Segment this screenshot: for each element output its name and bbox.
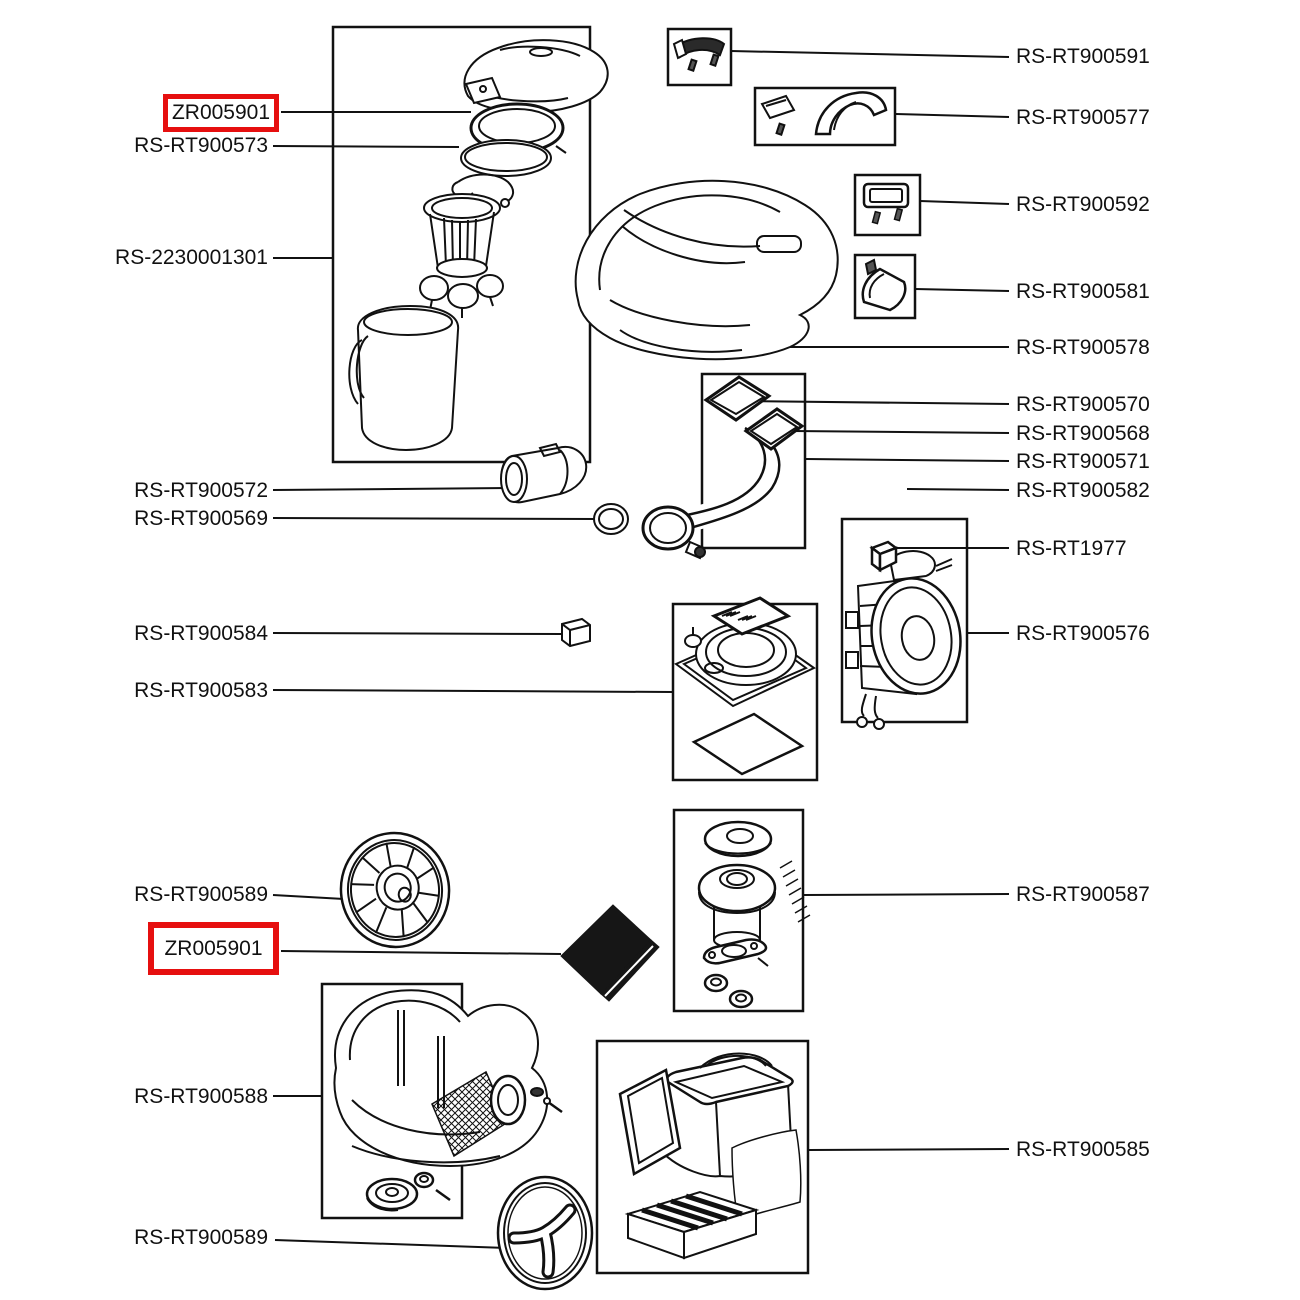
part-label: RS-RT900581 [1016, 280, 1150, 303]
wheel-drawing [334, 826, 457, 954]
part-label: RS-2230001301 [115, 246, 268, 269]
part-label: RS-RT900582 [1016, 479, 1150, 502]
part-number: ZR005901 [164, 936, 263, 960]
part-label: RS-RT900589 [134, 883, 268, 906]
foam-filter-drawing [561, 905, 659, 1001]
dust-cup-drawing [349, 306, 458, 450]
part-label: RS-RT900583 [134, 679, 268, 702]
o-ring-drawing [594, 504, 628, 534]
motor-assembly-drawing [846, 551, 969, 729]
valve-assembly-drawing [676, 598, 814, 774]
part-label: RS-RT900585 [1016, 1138, 1150, 1161]
part-label: RS-RT900584 [134, 622, 268, 645]
latch-kit-drawing [674, 38, 724, 70]
highlighted-part-label-bottom [148, 922, 279, 975]
part-label: RS-RT900588 [134, 1085, 268, 1108]
part-number: ZR005901 [171, 101, 271, 124]
part-label: RS-RT900569 [134, 507, 268, 530]
lid-drawing [465, 40, 608, 112]
cyclone-filter-drawing [420, 194, 503, 318]
gasket-ring-drawing [461, 140, 551, 176]
body-cover-drawing [576, 181, 838, 359]
separator-kit-drawing [699, 822, 810, 1007]
part-label: RS-RT900589 [134, 1226, 268, 1249]
part-label: RS-RT900571 [1016, 450, 1150, 473]
part-label: RS-RT900578 [1016, 336, 1150, 359]
duct-kit-drawing [643, 377, 802, 558]
wheel-cover-drawing [498, 1177, 592, 1289]
part-label: RS-RT900572 [134, 479, 268, 502]
part-label: RS-RT900587 [1016, 883, 1150, 906]
part-label: RS-RT1977 [1016, 537, 1127, 560]
cover-kit-drawing [863, 260, 905, 310]
bracket-kit-drawing [864, 184, 908, 224]
part-label: RS-RT900568 [1016, 422, 1150, 445]
part-label: RS-RT900592 [1016, 193, 1150, 216]
elbow-duct-drawing [501, 444, 586, 502]
dust-container-drawing [620, 1054, 801, 1259]
small-bracket-drawing [562, 619, 590, 646]
part-label: RS-RT900570 [1016, 393, 1150, 416]
chassis-drawing [334, 990, 562, 1210]
handle-kit-drawing [762, 92, 886, 134]
part-label: RS-RT900577 [1016, 106, 1150, 129]
highlighted-part-label-top [163, 94, 279, 132]
part-label: RS-RT900573 [134, 134, 268, 157]
part-label: RS-RT900576 [1016, 622, 1150, 645]
part-label: RS-RT900591 [1016, 45, 1150, 68]
